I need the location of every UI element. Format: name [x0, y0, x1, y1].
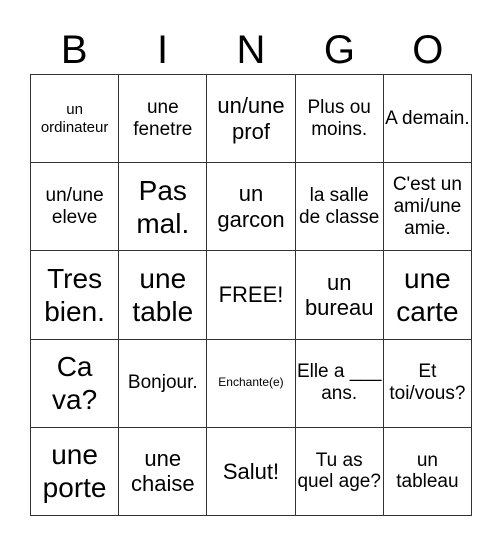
bingo-cell-r1-c4[interactable]: Plus ou moins.: [296, 75, 384, 163]
bingo-cell-r3-c2[interactable]: une table: [119, 251, 207, 339]
bingo-cell-r1-c1[interactable]: un ordinateur: [31, 75, 119, 163]
bingo-cell-r1-c3[interactable]: un/une prof: [207, 75, 295, 163]
bingo-board: [30, 74, 472, 516]
bingo-cell-free[interactable]: FREE!: [207, 251, 295, 339]
bingo-cell-r3-c4[interactable]: un bureau: [296, 251, 384, 339]
bingo-cell-r5-c2[interactable]: une chaise: [119, 428, 207, 516]
bingo-cell-r2-c5[interactable]: C'est un ami/une amie.: [384, 163, 472, 251]
header-letter-g: G: [323, 27, 355, 72]
header-letter-i: I: [157, 27, 169, 72]
bingo-cell-r2-c2[interactable]: Pas mal.: [119, 163, 207, 251]
bingo-cell-r4-c1[interactable]: Ca va?: [31, 340, 119, 428]
bingo-cell-r4-c3[interactable]: Enchante(e): [207, 340, 295, 428]
bingo-cell-r5-c5[interactable]: un tableau: [384, 428, 472, 516]
bingo-cell-r2-c4[interactable]: la salle de classe: [296, 163, 384, 251]
bingo-cell-r4-c5[interactable]: Et toi/vous?: [384, 340, 472, 428]
bingo-cell-r1-c2[interactable]: une fenetre: [119, 75, 207, 163]
bingo-cell-r5-c4[interactable]: Tu as quel age?: [296, 428, 384, 516]
header-letter-b: B: [60, 27, 88, 72]
header-letter-n: N: [236, 27, 266, 72]
bingo-cell-r5-c3[interactable]: Salut!: [207, 428, 295, 516]
bingo-cell-r1-c5[interactable]: A demain.: [384, 75, 472, 163]
bingo-cell-r4-c4[interactable]: Elle a ___ ans.: [296, 340, 384, 428]
bingo-header: [30, 24, 472, 76]
bingo-cell-r3-c1[interactable]: Tres bien.: [31, 251, 119, 339]
bingo-cell-r4-c2[interactable]: Bonjour.: [119, 340, 207, 428]
bingo-cell-r2-c3[interactable]: un garcon: [207, 163, 295, 251]
header-letter-o: O: [412, 27, 444, 72]
bingo-cell-r2-c1[interactable]: un/une eleve: [31, 163, 119, 251]
bingo-cell-r5-c1[interactable]: une porte: [31, 428, 119, 516]
bingo-cell-r3-c5[interactable]: une carte: [384, 251, 472, 339]
